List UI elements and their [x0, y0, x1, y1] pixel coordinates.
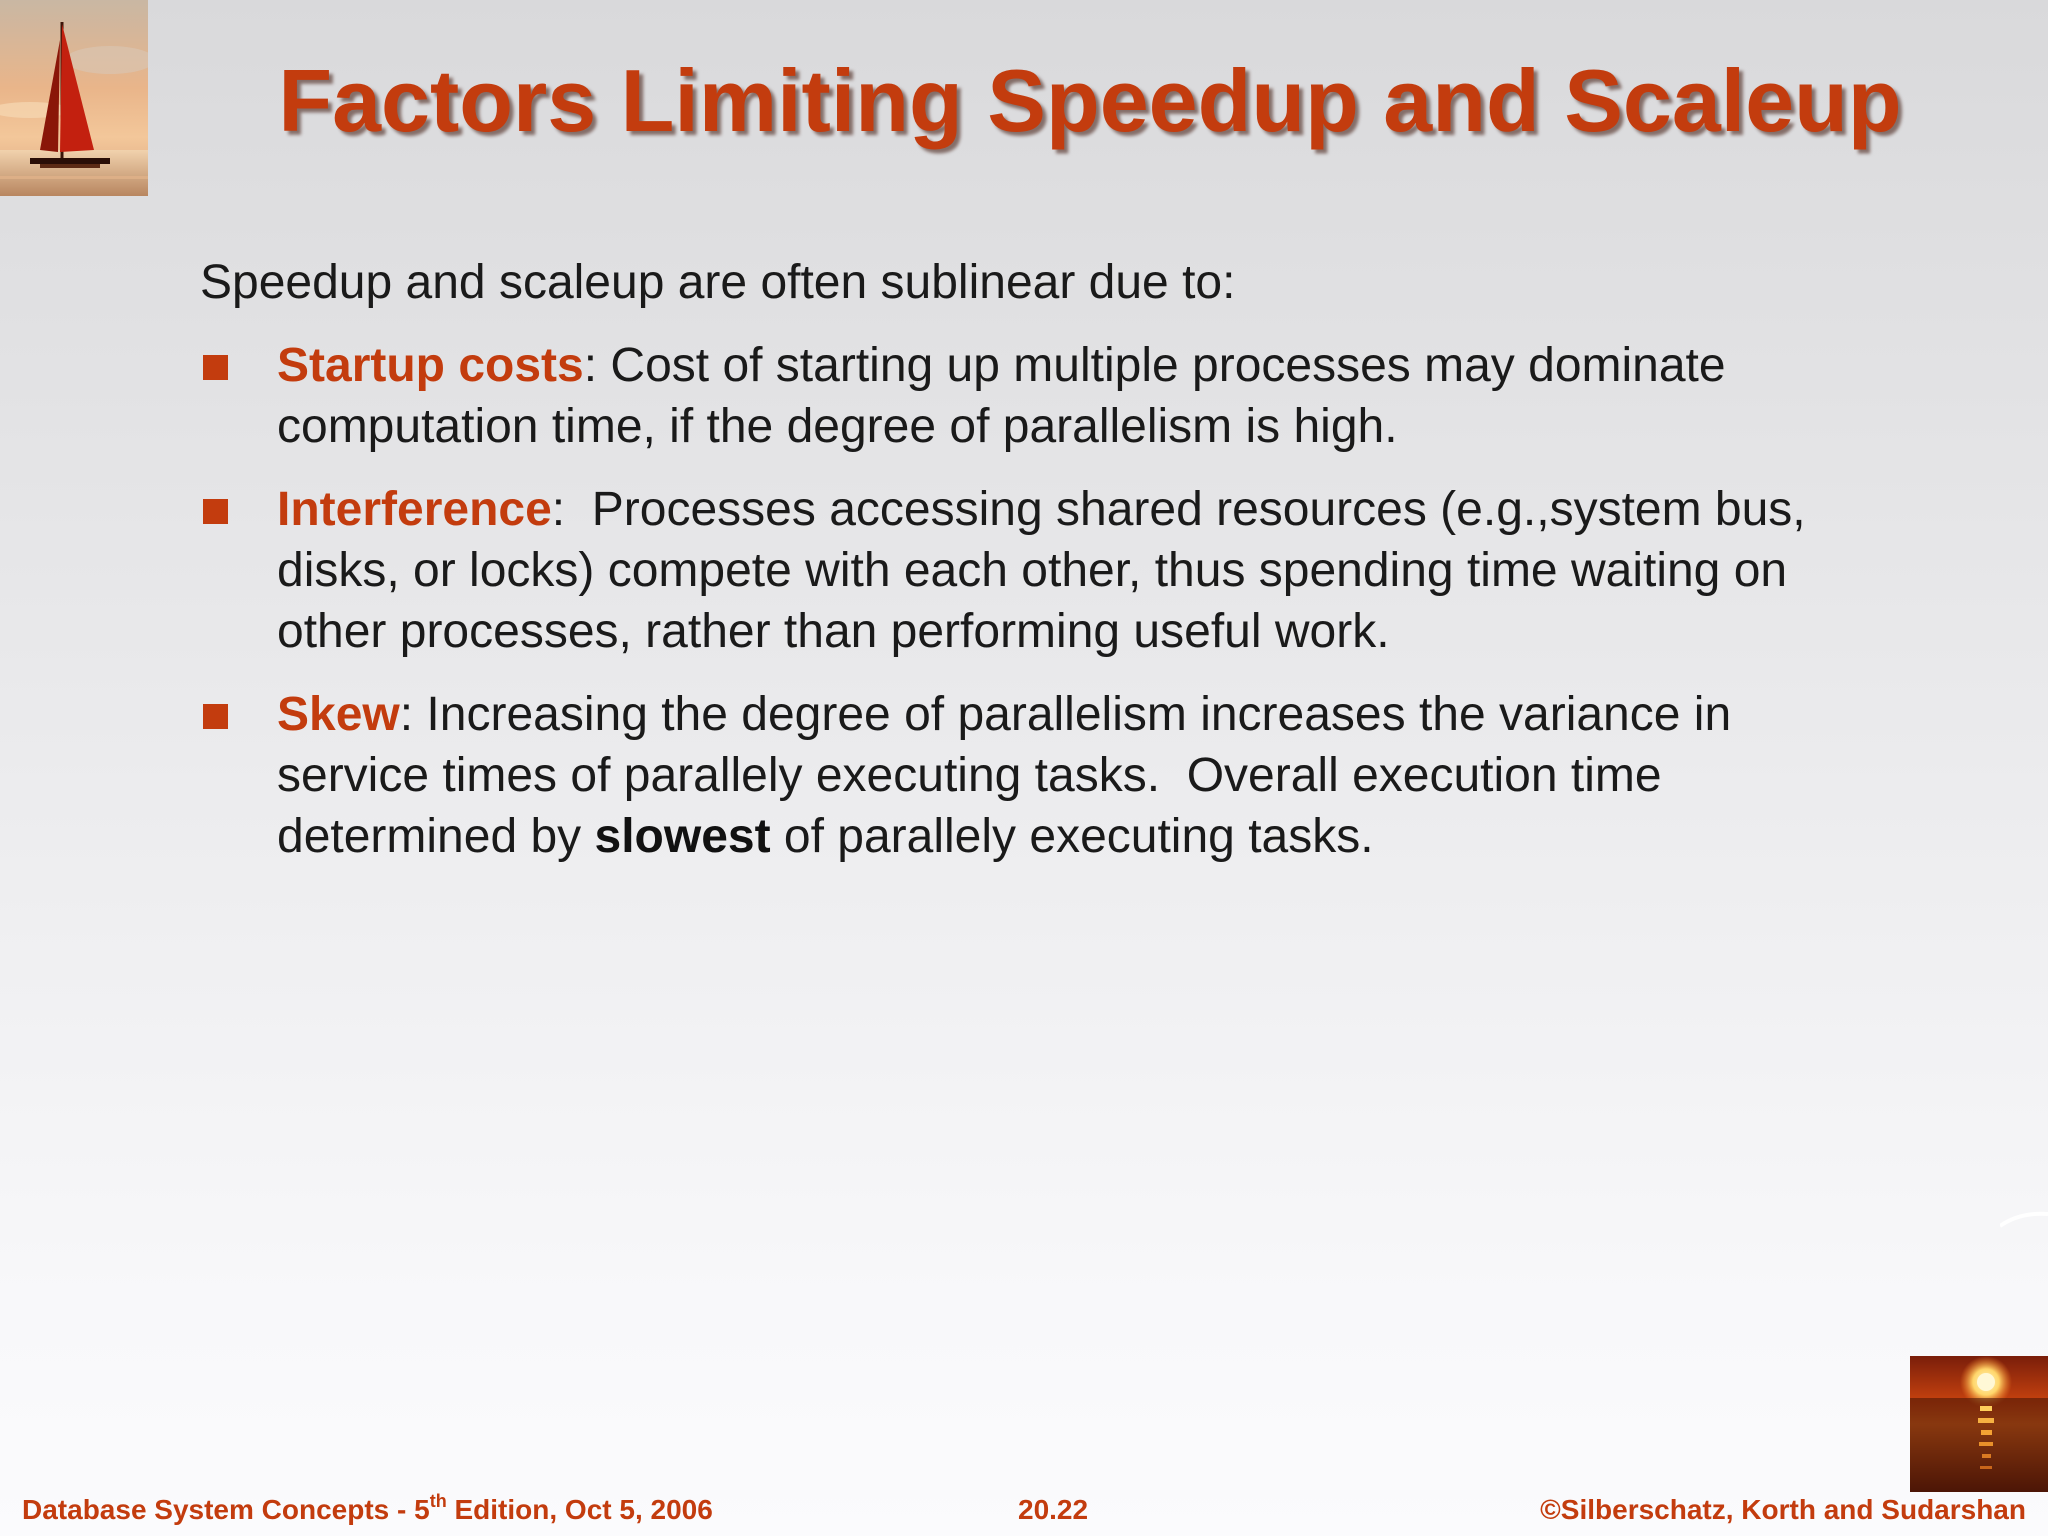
bullet-term: Startup costs — [277, 339, 584, 392]
footer-edition-date: Edition, Oct 5, 2006 — [446, 1494, 713, 1525]
bullet-term: Skew — [277, 688, 400, 741]
sailboat-logo-image — [0, 0, 148, 196]
intro-text: Speedup and scaleup are often sublinear due to: — [200, 256, 1236, 309]
sunset-logo-image — [1910, 1356, 2048, 1492]
footer-book-title: Database System Concepts - 5 — [22, 1494, 430, 1525]
bullet-emphasis: slowest — [594, 810, 771, 863]
bullet-interference — [200, 479, 1860, 662]
square-bullet-icon — [203, 355, 228, 380]
decorative-swoosh — [2000, 1210, 2048, 1230]
bullet-text: : Processes accessing shared resources (e.g.,system bus, disks, or locks) compete with each other, thus spending time waiting on other processes, rather than performing useful work. — [277, 483, 1819, 658]
footer-page-number: 20.22 — [1018, 1494, 1089, 1525]
footer-book-info — [22, 1491, 713, 1526]
bullet-text: : Increasing the degree of parallelism increases the variance in service times of parallely executing tasks. Overall execution time determined by — [277, 688, 1745, 863]
bullet-text-end: of parallely executing tasks. — [770, 810, 1374, 863]
bullet-startup-costs — [200, 335, 1860, 457]
slide-title: Factors Limiting Speedup and Scaleup — [278, 51, 1902, 150]
bullet-text: : Cost of starting up multiple processes may dominate computation time, if the degree of parallelism is high. — [277, 339, 1726, 453]
footer-superscript: th — [429, 1491, 447, 1511]
square-bullet-icon — [203, 704, 228, 729]
bullet-term: Interference — [277, 483, 552, 536]
bullet-skew — [200, 684, 1860, 867]
footer-copyright: ©Silberschatz, Korth and Sudarshan — [1540, 1494, 2026, 1525]
slide-content — [200, 252, 1860, 889]
bullet-list — [200, 335, 1860, 867]
square-bullet-icon — [203, 499, 228, 524]
